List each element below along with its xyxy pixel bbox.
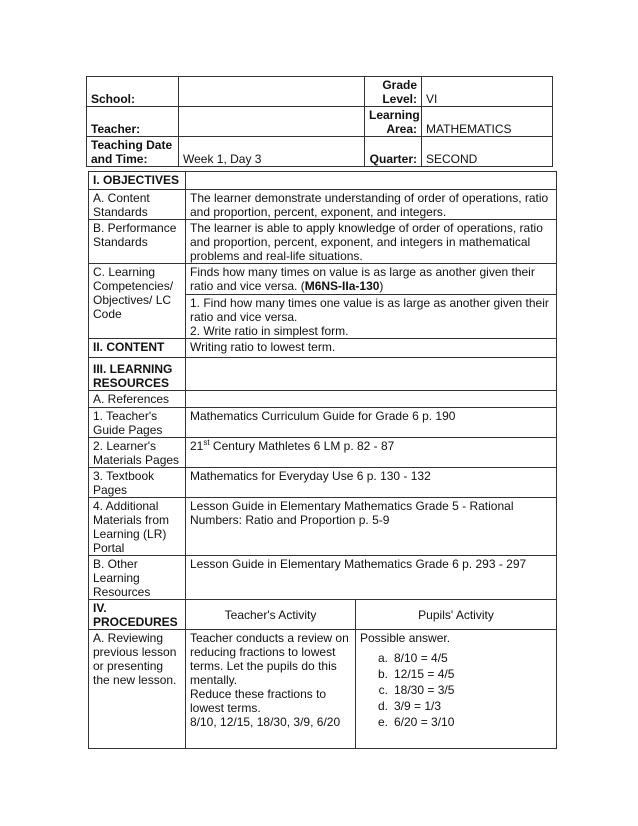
other-resources-label: B. Other Learning Resources	[89, 556, 186, 600]
textbook-text: Mathematics for Everyday Use 6 p. 130 - 132	[186, 468, 557, 498]
learning-resources-heading: III. LEARNING RESOURCES	[89, 358, 186, 391]
learners-materials-label: 2. Learner's Materials Pages	[89, 438, 186, 468]
teaching-date-value: Week 1, Day 3	[179, 137, 365, 167]
teacher-label: Teacher:	[87, 107, 179, 137]
grade-value: VI	[422, 77, 553, 107]
school-value	[179, 77, 365, 107]
teachers-activity-header: Teacher's Activity	[186, 600, 356, 630]
list-item: a. 8/10 = 4/5	[377, 651, 448, 665]
teachers-guide-label: 1. Teacher's Guide Pages	[89, 408, 186, 438]
objective-1: 1. Find how many times one value is as large as another given their ratio and vice versa.	[190, 296, 549, 324]
content-standards-text: The learner demonstrate understanding of order of operations, ratio and proportion, percent, exponent, and integers.	[186, 190, 557, 220]
procedures-heading: IV. PROCEDURES	[89, 600, 186, 630]
list-item: e. 6/20 = 3/10	[377, 715, 455, 729]
pupils-activity-cell	[356, 630, 557, 749]
teacher-text-2: Reduce these fractions to lowest terms.	[190, 687, 327, 715]
competencies-label: C. Learning Competencies/ Objectives/ LC Code	[89, 264, 186, 339]
competency-code: M6NS-IIa-130	[304, 279, 380, 293]
list-item: d. 3/9 = 1/3	[377, 699, 442, 713]
performance-standards-text: The learner is able to apply knowledge of order of operations, ratio and proportion, percent, exponent, and integers in mathematical problems and real-life situations.	[186, 220, 557, 264]
reviewing-label: A. Reviewing previous lesson or presenting the new lesson.	[89, 630, 186, 749]
competency-text: Finds how many times on value is as large as another given their ratio and vice versa. (M6NS-IIa-130)	[186, 264, 556, 295]
learning-area-label: Learning Area:	[365, 107, 422, 137]
pupils-intro: Possible answer.	[360, 631, 451, 645]
teacher-text-1: Teacher conducts a review on reducing fractions to lowest terms. Let the pupils do this mentally.	[190, 631, 349, 687]
teaching-date-label: Teaching Date and Time:	[87, 137, 179, 167]
school-label: School:	[87, 77, 179, 107]
teachers-guide-text: Mathematics Curriculum Guide for Grade 6 p. 190	[186, 408, 557, 438]
teacher-text-3: 8/10, 12/15, 18/30, 3/9, 6/20	[190, 715, 341, 729]
content-standards-label: A. Content Standards	[89, 190, 186, 220]
pupils-activity-header: Pupils' Activity	[356, 600, 557, 630]
references-label: A. References	[89, 391, 186, 408]
performance-standards-label: B. Performance Standards	[89, 220, 186, 264]
learners-materials-text: 21st Century Mathletes 6 LM p. 82 - 87	[186, 438, 557, 468]
additional-materials-label: 4. Additional Materials from Learning (LR) Portal	[89, 498, 186, 556]
content-text: Writing ratio to lowest term.	[186, 339, 557, 358]
list-item: c. 18/30 = 3/5	[378, 683, 455, 697]
other-resources-text: Lesson Guide in Elementary Mathematics Grade 6 p. 293 - 297	[186, 556, 557, 600]
header-table	[86, 76, 553, 167]
quarter-value: SECOND	[422, 137, 553, 167]
objective-2: 2. Write ratio in simplest form.	[190, 324, 349, 338]
quarter-label: Quarter:	[365, 137, 422, 167]
grade-label: Grade Level:	[365, 77, 422, 107]
learning-area-value: MATHEMATICS	[422, 107, 553, 137]
lesson-plan-table	[88, 171, 557, 749]
content-heading: II. CONTENT	[89, 339, 186, 358]
objectives-heading: I. OBJECTIVES	[89, 172, 186, 190]
answer-list	[374, 651, 552, 730]
teacher-value	[179, 107, 365, 137]
teachers-activity-cell	[186, 630, 356, 749]
additional-materials-text: Lesson Guide in Elementary Mathematics Grade 5 - Rational Numbers: Ratio and Proportion p. 5-9	[186, 498, 557, 556]
textbook-label: 3. Textbook Pages	[89, 468, 186, 498]
list-item: b. 12/15 = 4/5	[377, 667, 455, 681]
